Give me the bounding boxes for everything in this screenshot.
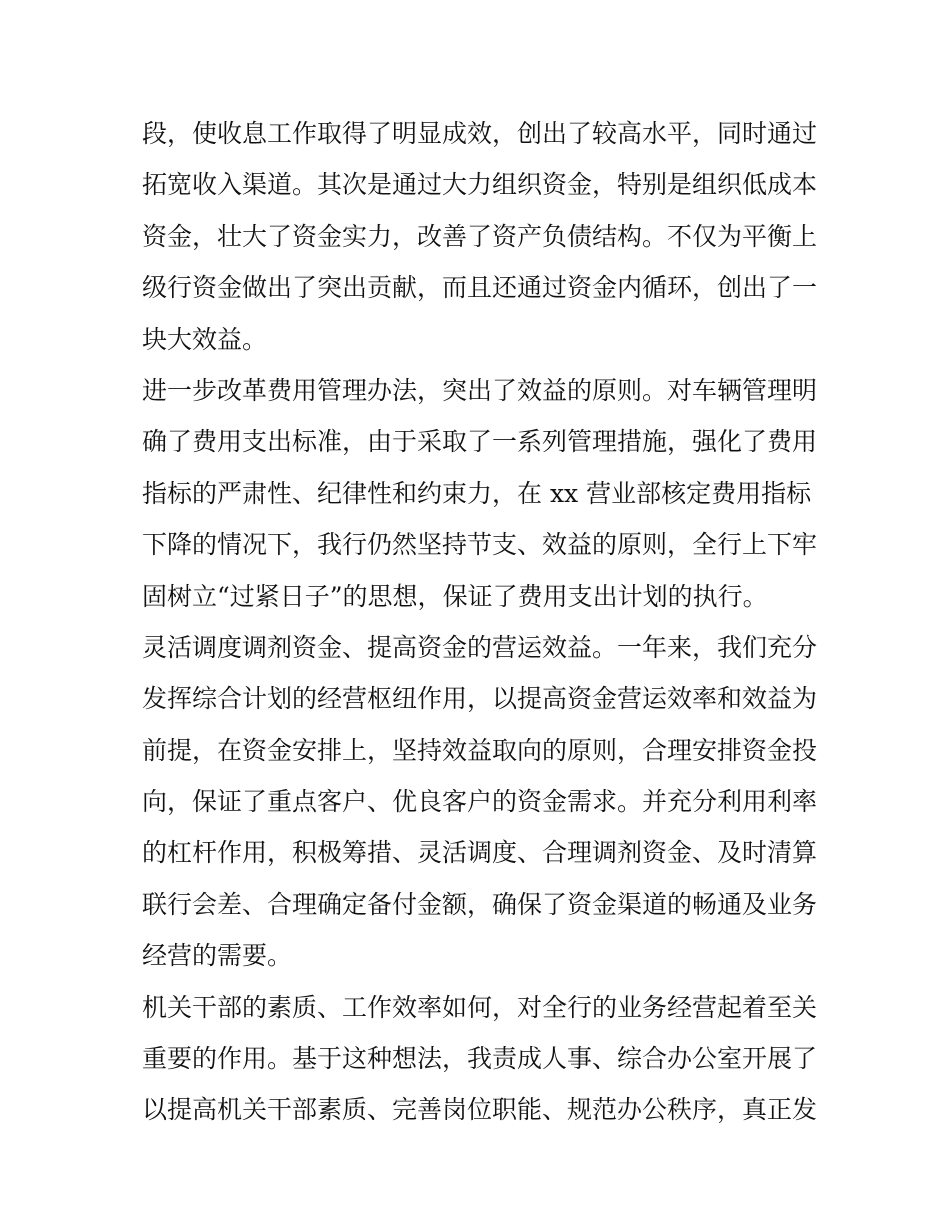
text-line: 确了费用支出标准，由于采取了一系列管理措施，强化了费用 <box>142 427 818 457</box>
text-line: 段，使收息工作取得了明显成效，创出了较高水平，同时通过 <box>142 119 818 148</box>
text-line: 块大效益。 <box>142 324 268 354</box>
text-line: 联行会差、合理确定备付金额，确保了资金渠道的畅通及业务 <box>142 889 818 919</box>
text-line: 指标的严肃性、纪律性和约束力，在 xx 营业部核定费用指标 <box>142 478 812 508</box>
text-line: 前提，在资金安排上，坚持效益取向的原则，合理安排资金投 <box>142 735 818 765</box>
text-line: 经营的需要。 <box>142 941 293 971</box>
text-line: 重要的作用。基于这种想法，我责成人事、综合办公室开展了 <box>142 1044 818 1074</box>
text-line: 下降的情况下，我行仍然坚持节支、效益的原则，全行上下牢 <box>142 530 818 560</box>
text-line: 发挥综合计划的经营枢纽作用，以提高资金营运效率和效益为 <box>142 684 818 714</box>
body-text <box>142 108 822 1136</box>
text-line: 进一步改革费用管理办法，突出了效益的原则。对车辆管理明 <box>142 375 818 405</box>
text-line: 向，保证了重点客户、优良客户的资金需求。并充分利用利率 <box>142 787 818 817</box>
text-line: 级行资金做出了突出贡献，而且还通过资金内循环，创出了一 <box>142 273 818 303</box>
text-line: 的杠杆作用，积极筹措、灵活调度、合理调剂资金、及时清算 <box>142 838 818 868</box>
text-line: 灵活调度调剂资金、提高资金的营运效益。一年来，我们充分 <box>142 632 818 662</box>
text-line: 资金，壮大了资金实力，改善了资产负债结构。不仅为平衡上 <box>142 221 818 251</box>
text-line: 固树立“过紧日子”的思想，保证了费用支出计划的执行。 <box>142 581 768 611</box>
text-line: 拓宽收入渠道。其次是通过大力组织资金，特别是组织低成本 <box>142 170 818 200</box>
text-line: 以提高机关干部素质、完善岗位职能、规范办公秩序，真正发 <box>142 1095 818 1125</box>
text-line: 机关干部的素质、工作效率如何，对全行的业务经营起着至关 <box>142 992 818 1022</box>
